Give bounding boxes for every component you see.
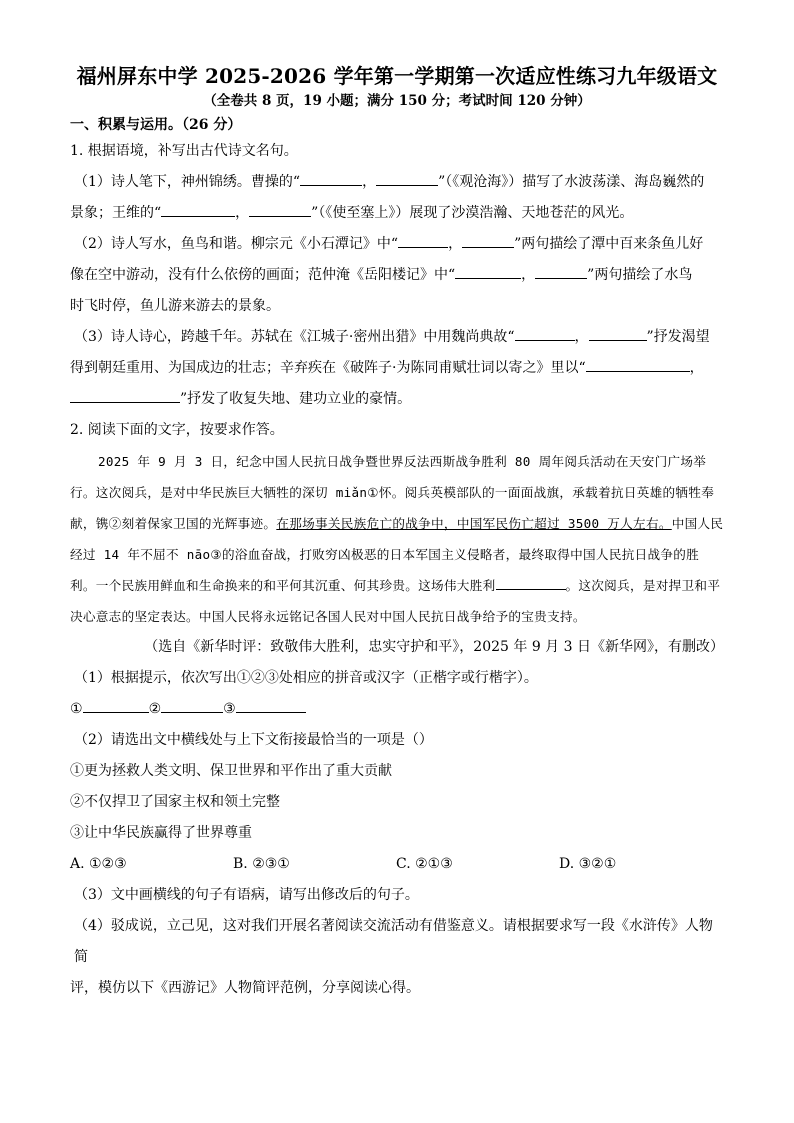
q2-stem: 2. 阅读下面的文字，按要求作答。 [70, 422, 284, 438]
text: ”两句描绘了水鸟 [587, 267, 693, 283]
q2-sub2-sentence1: ①更为拯救人类文明、保卫世界和平作出了重大贡献 [70, 763, 392, 779]
underlined-sentence: 在那场事关民族危亡的战争中，中国军民伤亡超过 3500 万人左右。 [276, 516, 672, 531]
marker: ① [70, 701, 83, 717]
exam-page [70, 62, 724, 1004]
answer-blank[interactable] [249, 202, 311, 217]
text: （2）诗人写水，鱼鸟和谐。柳宗元《小石潭记》中“ [74, 236, 399, 252]
marker: ③ [223, 701, 236, 717]
q2-sub4-line2: 评，模仿以下《西游记》人物简评范例，分享阅读心得。 [70, 980, 420, 996]
choice-options [70, 849, 724, 880]
text: ”两句描绘了潭中百来条鱼儿好 [514, 236, 704, 252]
answer-blank[interactable] [300, 171, 362, 186]
text: ， [689, 360, 704, 376]
q2-sub1-answers [70, 694, 724, 725]
answer-blank[interactable] [455, 264, 521, 279]
text: 得到朝廷重用、为国成边的壮志；辛弃疾在《破阵子·为陈同甫赋壮词以寄之》里以“ [70, 360, 586, 376]
q2-sub1: （1）根据提示，依次写出①②③处相应的拼音或汉字（正楷字或行楷字）。 [74, 670, 538, 686]
answer-blank[interactable] [70, 388, 180, 403]
option-a[interactable]: A. ①②③ [70, 856, 127, 872]
text: ， [574, 329, 589, 345]
exam-title: 福州屏东中学 2025-2026 学年第一学期第一次适应性练习九年级语文 [76, 64, 718, 88]
passage-source: （选自《新华时评：致敬伟大胜利，忠实守护和平》，2025 年 9 月 3 日《新华网》，有删改） [144, 639, 724, 655]
text: ”（《使至塞上》）展现了沙漠浩瀚、天地苍茫的风光。 [311, 205, 634, 221]
exam-subtitle: （全卷共 8 页，19 小题；满分 150 分；考试时间 120 分钟） [203, 93, 591, 109]
answer-blank[interactable] [83, 698, 149, 713]
answer-blank[interactable] [535, 264, 587, 279]
answer-blank[interactable] [161, 202, 235, 217]
text: ”抒发了收复失地、建功立业的豪情。 [180, 391, 412, 407]
option-b[interactable]: B. ②③① [233, 856, 290, 872]
text: （1）诗人笔下，神州锦绣。曹操的“ [74, 174, 301, 190]
q2-sub2-sentence2: ②不仅捍卫了国家主权和领土完整 [70, 794, 280, 810]
text: ”（《观沧海》）描写了水波荡漾、海岛巍然的 [438, 174, 705, 190]
q1-part1-line2 [70, 198, 724, 229]
q1-part2-line1 [70, 229, 724, 260]
text: （3）诗人诗心，跨越千年。苏轼在《江城子·密州出猎》中用魏尚典故“ [74, 329, 515, 345]
reading-passage [70, 446, 724, 632]
q1-stem: 1. 根据语境，补写出古代诗文名句。 [70, 143, 298, 159]
answer-blank[interactable] [376, 171, 438, 186]
text: ， [521, 267, 536, 283]
text: ， [448, 236, 463, 252]
answer-blank[interactable] [462, 233, 514, 248]
q2-sub4-line1: （4）驳成说，立己见，这对我们开展名著阅读交流活动有借鉴意义。请根据要求写一段《水浒传》人物简 [74, 918, 713, 965]
text: ， [362, 174, 377, 190]
passage-text: 。这次阅兵，是对捍卫和平决心意志的坚定表达。中国人民将永远铭记各国人民对中国人民抗日战争给予的宝贵支持。 [70, 578, 721, 624]
answer-blank[interactable] [236, 698, 306, 713]
text: ”抒发渴望 [646, 329, 710, 345]
q1-part3-line2 [70, 353, 724, 384]
answer-blank[interactable] [586, 357, 690, 372]
answer-blank[interactable] [161, 698, 223, 713]
answer-blank[interactable] [496, 575, 566, 590]
option-d[interactable]: D. ③②① [559, 856, 617, 872]
answer-blank[interactable] [589, 326, 647, 341]
option-c[interactable]: C. ②①③ [396, 856, 453, 872]
passage-text: 中国人民经过 14 年不屈不 nāo③的浴血奋战，打败穷凶极恶的日本军国主义侵略者，最终取得中国人民抗日战争的胜利。一个民族用鲜血和生命换来的和平何其沉重、何其珍贵。这场伟大胜利 [70, 516, 724, 593]
q2-sub2: （2）请选出文中横线处与上下文衔接最恰当的一项是（） [74, 732, 433, 748]
q1-part1-line1 [70, 167, 724, 198]
text: 景象；王维的“ [70, 205, 162, 221]
answer-blank[interactable] [515, 326, 575, 341]
q1-part3-line3 [70, 384, 724, 415]
q2-sub3: （3）文中画横线的句子有语病，请写出修改后的句子。 [74, 887, 419, 903]
marker: ② [148, 701, 162, 717]
section-heading: 一、积累与运用。（26 分） [70, 117, 242, 133]
q1-part2-line3: 时飞时停，鱼儿游来游去的景象。 [70, 298, 280, 314]
answer-blank[interactable] [398, 233, 448, 248]
passage-text: 2025 年 9 月 3 日，纪念中国人民抗日战争暨世界反法西斯战争胜利 80 周年阅兵活动在天安门广场举行。这次阅兵，是对中华民族巨大牺牲的深切 miǎn①怀。阅兵英模部队的一面面战旗，承载着抗日英雄的牺牲奉献，镌②刻着保家卫国的光辉事迹。 [70, 454, 715, 531]
q1-part3-line1 [70, 322, 724, 353]
text: ， [235, 205, 250, 221]
text: 像在空中游动，没有什么依傍的画面；范仲淹《岳阳楼记》中“ [70, 267, 456, 283]
q1-part2-line2 [70, 260, 724, 291]
q2-sub2-sentence3: ③让中华民族赢得了世界尊重 [70, 825, 252, 841]
